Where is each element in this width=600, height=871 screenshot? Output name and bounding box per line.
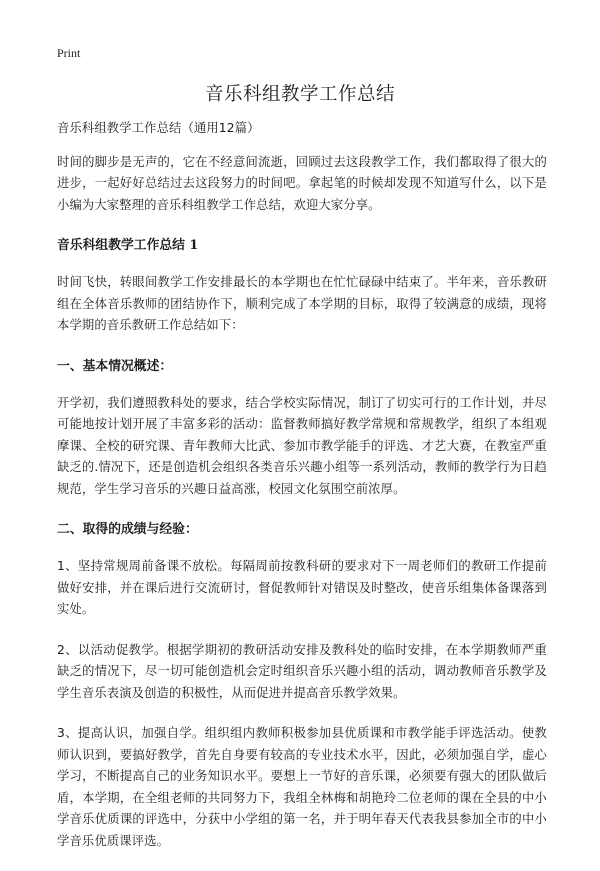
section1-paragraph: 时间飞快，转眼间教学工作安排最长的本学期也在忙忙碌碌中结束了。半年来，音乐教研组在全体音乐教师的团结协作下，顺利完成了本学期的目标，取得了较满意的成绩，现将本学期的音乐教研工作总结如下： [57, 275, 547, 332]
part2-heading: 二、取得的成绩与经验： [57, 522, 198, 537]
part1-heading: 一、基本情况概述： [57, 358, 173, 374]
document-title: 音乐科组教学工作总结 [204, 84, 395, 105]
print-label[interactable]: Print [57, 46, 81, 60]
list-item-1: 1、坚持常规周前备课不放松。每隔周前按教科研的要求对下一周老师们的教研工作提前做好安排，并在课后进行交流研讨，督促教师针对错误及时整改，使音乐组集体备课落到实处。 [57, 559, 547, 616]
list-item-2: 2、以活动促教学。根据学期初的教研活动安排及教科处的临时安排，在本学期教师严重缺乏的情况下，尽一切可能创造机会定时组织音乐兴趣小组的活动，调动教师音乐教学及学生音乐表演及创造的积极性，从而促进并提高音乐教学效果。 [57, 642, 547, 700]
section-heading-1: 音乐科组教学工作总结 1 [57, 238, 199, 253]
document-body [57, 118, 547, 871]
document-subtitle: 音乐科组教学工作总结（通用12篇） [57, 121, 260, 135]
list-item-3: 3、提高认识，加强自学。组织组内教师积极参加县优质课和市教学能手评选活动。使教师认识到，要搞好教学，首先自身要有较高的专业技术水平，因此，必须加强自学，虚心学习，不断提高自己的业务知识水平。要想上一节好的音乐课，必须要有强大的团队做后盾，本学期，在全组老师的共同努力下，我组全林梅和胡艳玲二位老师的课在全县的中小学音乐优质课的评选中，分获中小学组的第一名，并于明年春天代表我县参加全市的中小学音乐优质课评选。 [57, 726, 547, 848]
part1-paragraph: 开学初，我们遵照教科处的要求，结合学校实际情况，制订了切实可行的工作计划，并尽可能地按计划开展了丰富多彩的活动：监督教师搞好教学常规和常规教学，组织了本组观摩课、全校的研究课、青年教师大比武、参加市教学能手的评选、才艺大赛，在教室严重缺乏的.情况下，还是创造机会组织各类音乐兴趣小组等一系列活动，教师的教学行为日趋规范，学生学习音乐的兴趣日益高涨，校园文化氛围空前浓厚。 [57, 395, 547, 496]
intro-paragraph: 时间的脚步是无声的，它在不经意间流逝，回顾过去这段教学工作，我们都取得了很大的进步，一起好好总结过去这段努力的时间吧。拿起笔的时候却发现不知道写什么，以下是小编为大家整理的音乐科组教学工作总结，欢迎大家分享。 [57, 154, 547, 212]
